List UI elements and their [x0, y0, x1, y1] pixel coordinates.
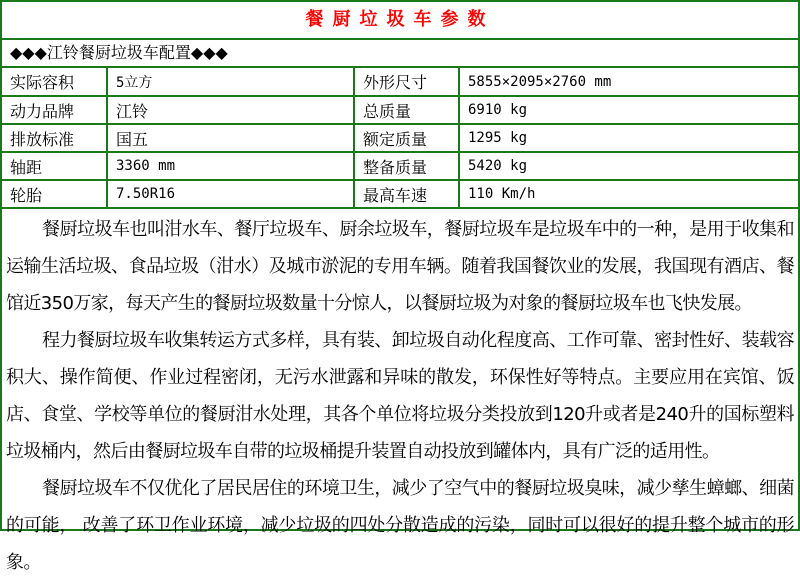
config-heading: ◆◆◆江铃餐厨垃圾车配置◆◆◆	[2, 40, 798, 68]
spec-value: 1295 kg	[459, 124, 798, 152]
spec-value: 5立方	[107, 68, 354, 96]
spec-value: 国五	[107, 124, 354, 152]
spec-value: 110 Km/h	[459, 180, 798, 208]
spec-row	[2, 124, 798, 152]
spec-table	[2, 68, 798, 209]
spec-label: 整备质量	[354, 152, 459, 180]
spec-label: 额定质量	[354, 124, 459, 152]
paragraph: 程力餐厨垃圾车收集转运方式多样，具有装、卸垃圾自动化程度高、工作可靠、密封性好、装载容积大、操作简便、作业过程密闭，无污水泄露和异味的散发，环保性好等特点。主要应用在宾馆、饭店、食堂、学校等单位的餐厨泔水处理，其各个单位将垃圾分类投放到120升或者是240升的国标塑料垃圾桶内，然后由餐厨垃圾车自带的垃圾桶提升装置自动投放到罐体内，具有广泛的适用性。	[6, 330, 794, 462]
spec-row	[2, 152, 798, 180]
paragraph: 餐厨垃圾车也叫泔水车、餐厅垃圾车、厨余垃圾车，餐厨垃圾车是垃圾车中的一种，是用于收集和运输生活垃圾、食品垃圾（泔水）及城市淤泥的专用车辆。随着我国餐饮业的发展，我国现有酒店、餐馆近350万家，每天产生的餐厨垃圾数量十分惊人，以餐厨垃圾为对象的餐厨垃圾车也飞快发展。	[6, 219, 794, 314]
spec-label: 总质量	[354, 96, 459, 124]
spec-row	[2, 68, 798, 96]
spec-label: 排放标准	[2, 124, 107, 152]
spec-label: 轴距	[2, 152, 107, 180]
spec-value: 5855×2095×2760 mm	[459, 68, 798, 96]
spec-label: 实际容积	[2, 68, 107, 96]
paragraph: 餐厨垃圾车不仅优化了居民居住的环境卫生，减少了空气中的餐厨垃圾臭味，减少孳生蟑螂、细菌的可能， 改善了环卫作业环境，减少垃圾的四处分散造成的污染，同时可以很好的提升整个城市的形象。	[6, 478, 794, 573]
spec-label: 轮胎	[2, 180, 107, 208]
spec-value: 江铃	[107, 96, 354, 124]
spec-label: 最高车速	[354, 180, 459, 208]
spec-value: 7.50R16	[107, 180, 354, 208]
spec-label: 外形尺寸	[354, 68, 459, 96]
spec-value: 6910 kg	[459, 96, 798, 124]
spec-value: 5420 kg	[459, 152, 798, 180]
spec-row	[2, 180, 798, 208]
spec-value: 3360 mm	[107, 152, 354, 180]
page-title: 餐厨垃圾车参数	[2, 2, 798, 40]
description	[2, 209, 798, 581]
spec-label: 动力品牌	[2, 96, 107, 124]
spec-row	[2, 96, 798, 124]
